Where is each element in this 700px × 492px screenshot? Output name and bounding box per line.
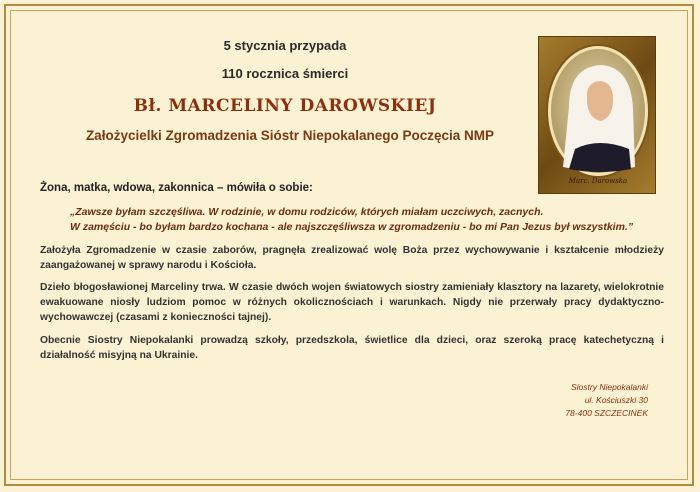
paragraph-founding: Założyła Zgromadzenie w czasie zaborów, pragnęła zrealizować wolę Boża przez wychowywanie i kształcenie młodzieży zaangażowanej w sprawy narodu i Kościoła. bbox=[40, 245, 664, 271]
anniversary-title: 110 rocznica śmierci bbox=[221, 66, 349, 81]
portrait-frame bbox=[538, 36, 656, 194]
address-city: 78-400 SZCZECINEK bbox=[565, 408, 648, 418]
portrait-signature: Marc. Darowska bbox=[568, 177, 628, 185]
quote-line-1: „Zawsze byłam szczęśliwa. W rodzinie, w domu rodziców, których miałam uczciwych, zacnych. bbox=[70, 206, 544, 218]
paragraph-legacy: Dzieło błogosławionej Marceliny trwa. W czasie dwóch wojen światowych siostry zamieniały klasztory na lazarety, wielokrotnie ewakuowane niosły ludziom pomoc w różnych okolicznościach i warunkach. Nigdy nie przerwały pracy dydaktyczno-wychowawczej (czasami z konieczności tajnej). bbox=[40, 282, 664, 323]
portrait-image bbox=[539, 37, 657, 195]
paragraph-present: Obecnie Siostry Niepokalanki prowadzą szkoły, przedszkola, świetlice dla dzieci, oraz szeroką pracę katechetyczną i działalność misyjną na Ukrainie. bbox=[40, 335, 664, 361]
anniversary-date: 5 stycznia przypada bbox=[223, 38, 347, 53]
honoree-subtitle: Założycielki Zgromadzenia Sióstr Niepokalanego Poczęcia NMP bbox=[85, 128, 495, 143]
honoree-name: Bł. MARCELINY DAROWSKIEJ bbox=[133, 96, 437, 116]
address-org: Siostry Niepokalanki bbox=[570, 382, 648, 392]
intro-text: Żona, matka, wdowa, zakonnica – mówiła o sobie: bbox=[40, 182, 313, 194]
address-street: ul. Kościuszki 30 bbox=[584, 395, 648, 405]
quote-line-2: W zamęściu - bo byłam bardzo kochana - ale najszczęśliwsza w zgromadzeniu - bo mi Pan Jezus był wszystkim.” bbox=[70, 221, 634, 233]
